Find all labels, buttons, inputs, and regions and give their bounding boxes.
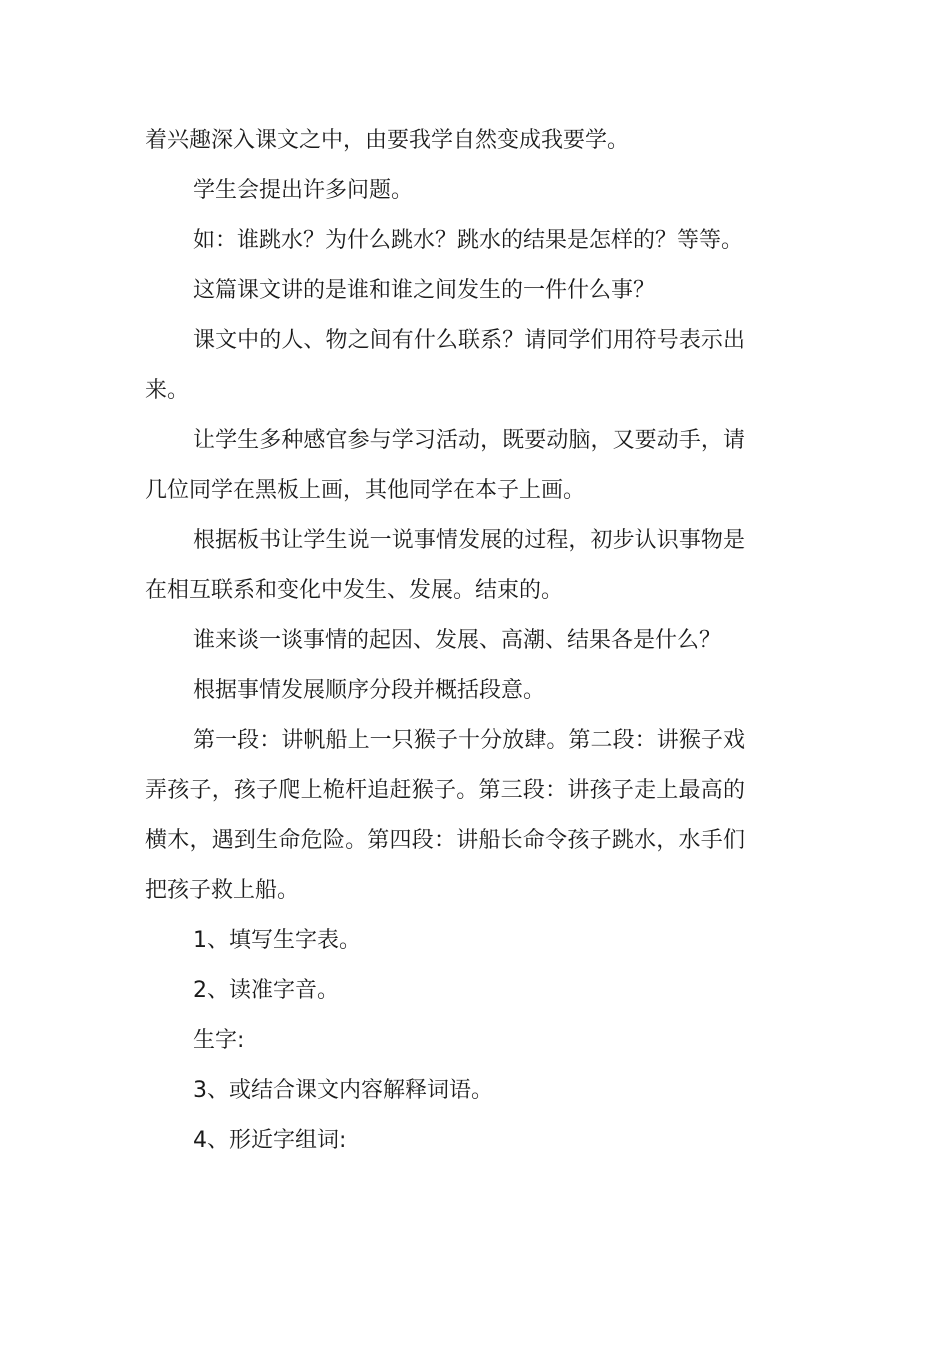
paragraph: 根据板书让学生说一说事情发展的过程，初步认识事物是在相互联系和变化中发生、发展。结束的。 [145, 528, 745, 603]
paragraph: 这篇课文讲的是谁和谁之间发生的一件什么事？ [193, 278, 656, 303]
document-body [145, 116, 745, 1166]
list-item: 1、填写生字表。 [193, 928, 361, 953]
paragraph-continuation: 着兴趣深入课文之中，由要我学自然变成我要学。 [145, 128, 630, 153]
paragraph: 让学生多种感官参与学习活动，既要动脑，又要动手，请几位同学在黑板上画，其他同学在本子上画。 [145, 428, 745, 503]
list-item: 2、读准字音。 [193, 978, 339, 1003]
paragraph: 根据事情发展顺序分段并概括段意。 [193, 678, 546, 703]
paragraph: 谁来谈一谈事情的起因、发展、高潮、结果各是什么？ [193, 628, 722, 653]
paragraph: 如：谁跳水？为什么跳水？跳水的结果是怎样的？等等。 [193, 228, 744, 253]
paragraph: 课文中的人、物之间有什么联系？请同学们用符号表示出来。 [145, 328, 745, 403]
list-item: 4、形近字组词: [193, 1128, 347, 1153]
list-item: 3、或结合课文内容解释词语。 [193, 1078, 493, 1103]
paragraph: 生字: [193, 1028, 245, 1053]
paragraph: 第一段：讲帆船上一只猴子十分放肆。第二段：讲猴子戏弄孩子，孩子爬上桅杆追赶猴子。第三段：讲孩子走上最高的横木，遇到生命危险。第四段：讲船长命令孩子跳水，水手们把孩子救上船。 [145, 728, 745, 903]
paragraph: 学生会提出许多问题。 [193, 178, 414, 203]
